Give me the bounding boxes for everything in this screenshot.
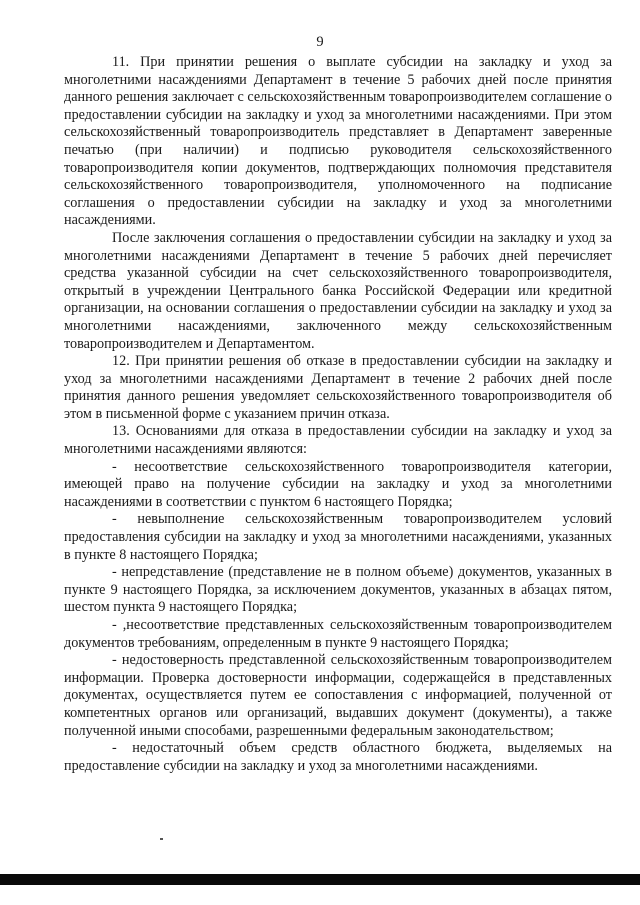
list-item-conditions-not-met: - невыполнение сельскохозяйственным товаропроизводителем условий предоставления субсидии на закладку и уход за многолетними насаждениями, указанных в пункте 8 настоящего Порядка; [64,511,612,563]
scan-speck [160,838,163,840]
paragraph-clause-12: 12. При принятии решения об отказе в предоставлении субсидии на закладку и уход за многолетними насаждениями Департамент в течение 2 рабочих дней после принятия данного решения уведомляет сельскохозяйственного товаропроизводителя об этом в письменной форме с указанием причин отказа. [64,353,612,422]
document-body [64,54,612,775]
page-number: 9 [316,34,324,50]
list-item-documents-noncompliant: - ,несоответствие представленных сельскохозяйственным товаропроизводителем документов требованиям, определенным в пункте 9 настоящего Порядка; [64,617,612,651]
list-item-category-mismatch: - несоответствие сельскохозяйственного товаропроизводителя категории, имеющей право на получение субсидии на закладку и уход за многолетними насаждениями в соответствии с пунктом 6 настоящего Порядка; [64,458,612,510]
list-item-unreliable-information: - недостоверность представленной сельскохозяйственным товаропроизводителем информации. Проверка достоверности информации, содержащейся в представленных документах, осуществляется путем ее сопоставления с информацией, полученной от компетентных органов или организаций, выдавших документ (документы), а также полученной иными способами, разрешенными федеральным законодательством; [64,652,612,739]
paragraph-transfer-of-funds: После заключения соглашения о предоставлении субсидии на закладку и уход за многолетними насаждениями Департамент в течение 5 рабочих дней перечисляет средства указанной субсидии на счет сельскохозяйственного товаропроизводителя, открытый в учреждении Центрального банка Российской Федерации или кредитной организации, на основании соглашения о предоставлении субсидии на закладку и уход за многолетними насаждениями, заключенного между сельскохозяйственным товаропроизводителем и Департаментом. [64,229,612,352]
list-item-documents-missing: - непредставление (представление не в полном объеме) документов, указанных в пункте 9 настоящего Порядка, за исключением документов, указанных в абзацах пятом, шестом пункта 9 настоящего Порядка; [64,564,612,616]
paragraph-clause-13: 13. Основаниями для отказа в предоставлении субсидии на закладку и уход за многолетними насаждениями являются: [64,423,612,458]
scan-edge-bar [0,874,640,885]
paragraph-clause-11: 11. При принятии решения о выплате субсидии на закладку и уход за многолетними насаждениями Департамент в течение 5 рабочих дней после принятия данного решения заключает с сельскохозяйственным товаропроизводителем соглашение о предоставлении субсидии на закладку и уход за многолетними насаждениями. При этом сельскохозяйственный товаропроизводитель представляет в Департамент заверенные печатью (при наличии) и подписью руководителя сельскохозяйственного товаропроизводителя копии документов, подтверждающих полномочия представителя сельскохозяйственного товаропроизводителя, уполномоченного на подписание соглашения о предоставлении субсидии на закладку и уход за многолетними насаждениями. [64,54,612,229]
list-item-insufficient-budget: - недостаточный объем средств областного бюджета, выделяемых на предоставление субсидии на закладку и уход за многолетними насаждениями. [64,740,612,774]
